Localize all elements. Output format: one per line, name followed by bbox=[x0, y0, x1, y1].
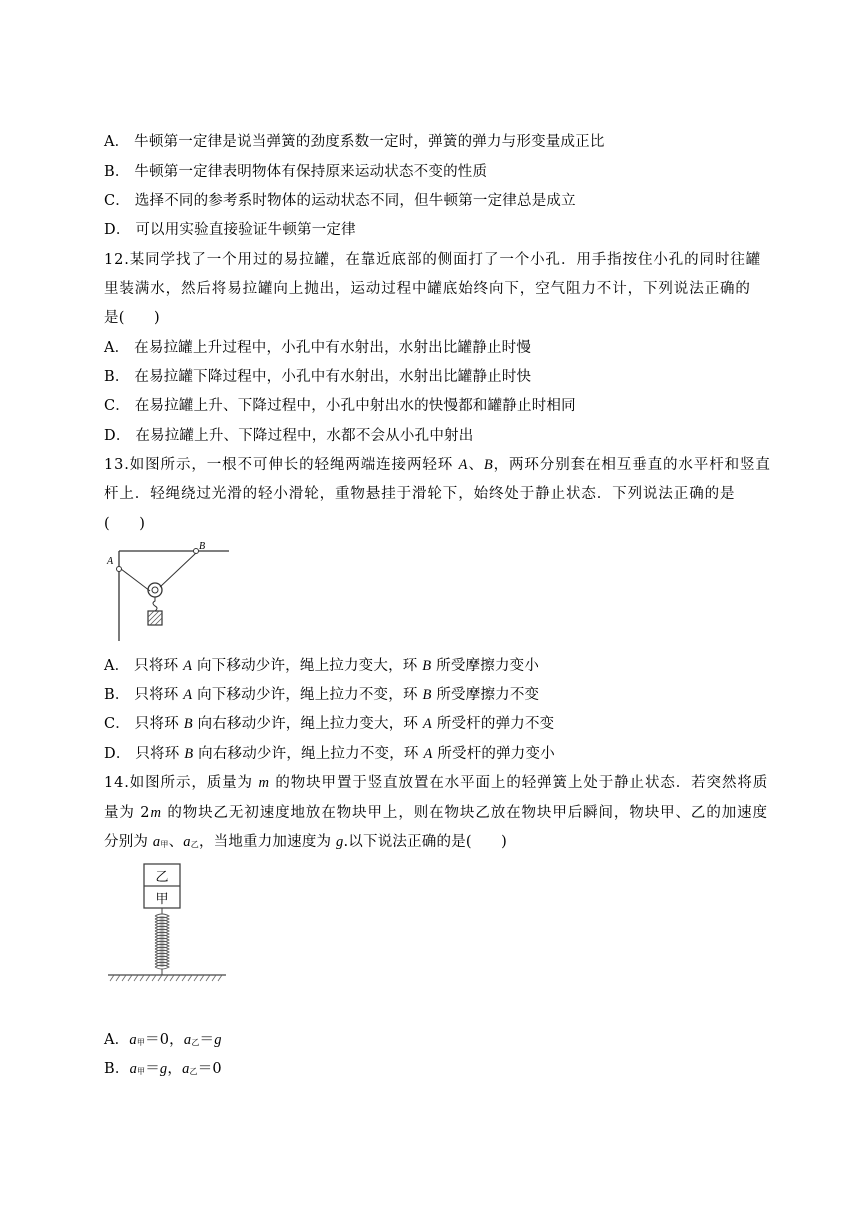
subscript: 乙 bbox=[191, 1038, 200, 1047]
q12-option-b: B． 在易拉罐下降过程中，小孔中有水射出，水射出比罐静止时快 bbox=[104, 369, 532, 385]
option-text: 所受摩擦力不变 bbox=[431, 687, 540, 703]
q13-option-c bbox=[104, 712, 554, 733]
q14-stem-text: .以下说法正确的是( ) bbox=[343, 834, 508, 850]
option-var: A bbox=[183, 687, 193, 703]
option-text: 向右移动少许，绳上拉力变大，环 bbox=[192, 716, 423, 732]
q14-stem-text: 分别为 bbox=[104, 834, 153, 850]
option-text: C． 只将环 bbox=[104, 716, 184, 732]
q14-stem-text: 的物块甲置于竖直放置在水平面上的轻弹簧上处于静止状态．若突然将质 bbox=[269, 775, 769, 791]
accel-var: a bbox=[182, 1061, 190, 1077]
subscript: 甲 bbox=[137, 1067, 146, 1076]
q12-option-a: A． 在易拉罐上升过程中，小孔中有水射出，水射出比罐静止时慢 bbox=[104, 340, 532, 356]
q14-option-a bbox=[104, 1028, 222, 1049]
q14-stem-line1 bbox=[104, 771, 768, 792]
option-text: 向右移动少许，绳上拉力不变，环 bbox=[193, 746, 424, 762]
block-yi-label: 乙 bbox=[155, 870, 169, 885]
option-text: ＝ bbox=[199, 1032, 215, 1048]
subscript: 乙 bbox=[189, 1067, 198, 1076]
mass-var: m bbox=[150, 805, 162, 821]
option-text: 所受摩擦力变小 bbox=[431, 658, 540, 674]
q13-stem-text: 13.如图所示，一根不可伸长的轻绳两端连接两轻环 bbox=[104, 457, 459, 473]
option-text: ， bbox=[167, 1061, 183, 1077]
accel-var: a bbox=[183, 1032, 192, 1048]
q13-option-d bbox=[104, 742, 555, 763]
q13-stem-line3: ( ) bbox=[104, 516, 146, 532]
q14-spring-figure bbox=[104, 858, 229, 988]
block-jia-label: 甲 bbox=[155, 892, 169, 907]
option-label: A． bbox=[104, 1032, 130, 1048]
q11-option-a: A． 牛顿第一定律是说当弹簧的劲度系数一定时，弹簧的弹力与形变量成正比 bbox=[104, 134, 605, 150]
option-label: B． bbox=[104, 1061, 130, 1077]
q11-option-b: B． 牛顿第一定律表明物体有保持原来运动状态不变的性质 bbox=[104, 164, 488, 180]
option-text: 所受杆的弹力变小 bbox=[432, 746, 555, 762]
option-text: ＝ bbox=[145, 1061, 160, 1077]
option-var: B bbox=[422, 687, 432, 703]
ring-a-var: A bbox=[458, 457, 469, 473]
q12-option-d: D． 在易拉罐上升、下降过程中，水都不会从小孔中射出 bbox=[104, 428, 474, 444]
option-text: ＝0 bbox=[197, 1061, 222, 1077]
q13-option-b bbox=[104, 683, 539, 704]
option-var: B bbox=[183, 716, 193, 732]
subscript: 乙 bbox=[190, 840, 199, 849]
q14-stem-text: ，当地重力加速度为 bbox=[198, 834, 337, 850]
option-var: B bbox=[422, 658, 432, 674]
q12-option-c: C． 在易拉罐上升、下降过程中，小孔中射出水的快慢都和罐静止时相同 bbox=[104, 398, 576, 414]
q11-option-d: D． 可以用实验直接验证牛顿第一定律 bbox=[104, 222, 356, 238]
q12-stem-line1: 12.某同学找了一个用过的易拉罐，在靠近底部的侧面打了一个小孔．用手指按住小孔的同时往罐 bbox=[104, 252, 762, 268]
q13-option-a bbox=[104, 654, 539, 675]
option-var: B bbox=[184, 746, 194, 762]
option-text: B． 只将环 bbox=[104, 687, 184, 703]
option-var: A bbox=[183, 658, 193, 674]
q11-option-c: C． 选择不同的参考系时物体的运动状态不同，但牛顿第一定律总是成立 bbox=[104, 193, 576, 209]
accel-var: a bbox=[129, 1032, 137, 1048]
accel-var: a bbox=[152, 834, 161, 850]
q13-stem-line1 bbox=[104, 453, 771, 474]
q14-stem-text: 的物块乙无初速度地放在物块甲上，则在物块乙放在物块甲后瞬间，物块甲、乙的加速度 bbox=[161, 805, 768, 821]
subscript: 甲 bbox=[160, 840, 169, 849]
q13-stem-text: 、 bbox=[468, 457, 484, 473]
q14-stem-text: 、 bbox=[168, 834, 184, 850]
option-text: D． 只将环 bbox=[104, 746, 185, 762]
q13-stem-text: ，两环分别套在相互垂直的水平杆和竖直 bbox=[493, 457, 771, 473]
ring-b-var: B bbox=[483, 457, 494, 473]
q13-stem-line2: 杆上．轻绳绕过光滑的轻小滑轮，重物悬挂于滑轮下，始终处于静止状态．下列说法正确的是 bbox=[104, 486, 736, 502]
option-var: A bbox=[423, 746, 433, 762]
gravity-var: g bbox=[214, 1032, 222, 1048]
q14-stem-text: 14.如图所示，质量为 bbox=[104, 775, 259, 791]
mass-var: m bbox=[258, 775, 270, 791]
q14-stem-text: 量为 2 bbox=[104, 805, 151, 821]
q14-stem-line3 bbox=[104, 830, 507, 851]
figure-label-a: A bbox=[107, 556, 114, 567]
option-text: 所受杆的弹力不变 bbox=[431, 716, 555, 732]
option-text: 向下移动少许，绳上拉力不变，环 bbox=[192, 687, 423, 703]
accel-var: a bbox=[183, 834, 191, 850]
q12-stem-line2: 里装满水，然后将易拉罐向上抛出，运动过程中罐底始终向下，空气阻力不计，下列说法正确的 bbox=[104, 281, 751, 297]
q13-pulley-figure bbox=[104, 542, 234, 642]
subscript: 甲 bbox=[136, 1038, 146, 1047]
option-text: 向下移动少许，绳上拉力变大，环 bbox=[192, 658, 423, 674]
gravity-var: g bbox=[336, 834, 344, 850]
option-text: ＝0， bbox=[145, 1032, 184, 1048]
option-var: A bbox=[422, 716, 432, 732]
q14-stem-line2 bbox=[104, 801, 768, 822]
option-text: A． 只将环 bbox=[104, 658, 184, 674]
gravity-var: g bbox=[159, 1061, 168, 1077]
q12-stem-line3: 是( ) bbox=[104, 310, 160, 326]
figure-label-b: B bbox=[199, 542, 206, 552]
q14-option-b bbox=[104, 1057, 222, 1078]
accel-var: a bbox=[129, 1061, 138, 1077]
